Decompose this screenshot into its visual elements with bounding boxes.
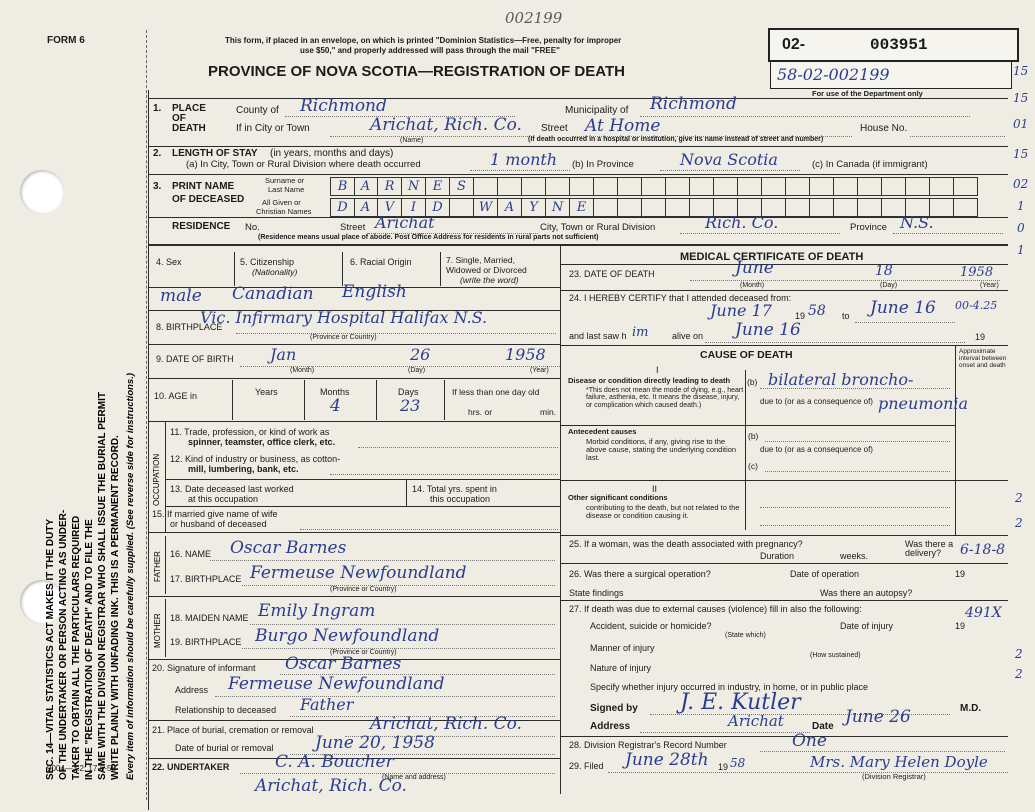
signed-by-label: Signed by <box>590 703 638 714</box>
letter-box <box>594 177 618 196</box>
roman-two: II <box>652 484 658 494</box>
attended-year: 58 <box>808 303 826 319</box>
registration-number-box <box>768 28 1019 62</box>
undertaker-value: C. A. Boucher <box>275 752 394 772</box>
burial-date-label: Date of burial or removal <box>175 743 274 753</box>
letter-box: E <box>426 177 450 196</box>
street-label: Street <box>541 123 568 134</box>
q2-number: 2. <box>153 148 162 159</box>
margin-code: 2 <box>1015 491 1023 505</box>
given-label: Christian Names <box>256 207 312 216</box>
name-caption: (Name) <box>400 137 424 144</box>
letter-box <box>906 177 930 196</box>
q13-label: at this occupation <box>188 494 259 504</box>
informant-signature-value: Oscar Barnes <box>285 654 402 674</box>
last-saw-label: and last saw h <box>569 331 627 341</box>
day-caption: (Day) <box>880 282 898 289</box>
letter-box: I <box>402 198 426 217</box>
delivery-label: Was there a delivery? <box>905 539 954 559</box>
accident-label: Accident, suicide or homicide? <box>590 621 712 631</box>
stamp-number: 002199 <box>505 9 563 27</box>
mother-birthplace-value: Burgo Newfoundland <box>255 626 440 646</box>
q11-label: 11. Trade, profession, or kind of work as <box>170 427 330 437</box>
citizenship-label: (Nationality) <box>252 267 298 277</box>
q26-label: 26. Was there a surgical operation? <box>569 569 711 579</box>
reg-prefix: 02- <box>782 36 806 53</box>
residence-street-label: Street <box>340 222 366 233</box>
father-side-label: FATHER <box>153 551 162 582</box>
father-name-value: Oscar Barnes <box>230 538 347 558</box>
letter-box <box>450 198 474 217</box>
q13-label: 13. Date deceased last worked <box>170 484 294 494</box>
mother-maiden-label: 18. MAIDEN NAME <box>170 613 249 623</box>
margin-code: 15 <box>1013 91 1029 105</box>
q1-label: PLACE <box>172 103 206 114</box>
cause-b-label: (b) <box>748 431 759 441</box>
residence-city-label: City, Town or Rural Division <box>540 222 656 233</box>
roman-one: I <box>656 365 659 375</box>
dob-day: 26 <box>410 345 431 364</box>
other-conditions-description: contributing to the death, but not related to the disease or condition causing it. <box>586 503 740 520</box>
handwritten-reg-box <box>770 61 1012 89</box>
q3-label: OF DECEASED <box>172 194 245 205</box>
disease-label: Disease or condition directly leading to death <box>568 376 731 385</box>
q3-number: 3. <box>153 181 162 192</box>
q1-number: 1. <box>153 103 162 114</box>
father-name-label: 16. NAME <box>170 549 212 559</box>
q29-label: 29. Filed <box>569 761 604 771</box>
undertaker-caption: (Name and address) <box>382 774 446 781</box>
to-label: to <box>842 311 850 321</box>
letter-box <box>570 177 594 196</box>
q14-label: this occupation <box>430 494 491 504</box>
q23-label: 23. DATE OF DEATH <box>569 269 655 279</box>
weeks-label: weeks. <box>840 551 869 561</box>
q28-label: 28. Division Registrar's Record Number <box>569 740 727 750</box>
county-label: County of <box>236 105 279 116</box>
alive-on-value: June 16 <box>735 320 801 340</box>
burial-date-value: June 20, 1958 <box>315 733 435 753</box>
mother-maiden-value: Emily Ingram <box>258 601 376 621</box>
residence-street-value: Arichat <box>375 213 435 232</box>
due-to-label: due to (or as a consequence of) <box>760 445 873 454</box>
city-value: Arichat, Rich. Co. <box>370 115 522 135</box>
stay-canada-label: (c) In Canada (if immigrant) <box>812 159 928 170</box>
age-years-label: Years <box>255 387 278 397</box>
sex-label: 4. Sex <box>156 257 182 267</box>
residence-note: (Residence means usual place of abode. Post Office Address for residents in rural parts not sufficient) <box>258 234 599 241</box>
year-caption: (Year) <box>980 282 999 289</box>
md-label: M.D. <box>960 703 982 714</box>
city-label: If in City or Town <box>236 123 310 134</box>
disease-description: *This does not mean the mode of dying, e.g., heart failure, asthenia, etc. It means the disease, injury, or complication which caused death.) <box>586 387 744 409</box>
min-label: min. <box>540 407 557 417</box>
occupation-side-label: OCCUPATION <box>152 453 161 506</box>
dob-month: Jan <box>270 345 297 364</box>
q11-label: spinner, teamster, office clerk, etc. <box>188 437 336 447</box>
q2-label: LENGTH OF STAY <box>172 148 258 159</box>
specify-label: Specify whether injury occurred in industry, in home, or in public place <box>590 682 868 692</box>
date-operation-label: Date of operation <box>790 569 860 579</box>
burial-place-label: 21. Place of burial, cremation or removal <box>152 725 314 735</box>
letter-box: N <box>546 198 570 217</box>
nineteen-label: 19 <box>955 569 966 579</box>
medical-title: MEDICAL CERTIFICATE OF DEATH <box>680 251 864 263</box>
street-value: At Home <box>585 116 661 136</box>
physician-signature: J. E. Kutler <box>680 690 801 715</box>
state-findings-label: State findings <box>569 588 624 598</box>
cause-a-label: (b) <box>747 377 758 387</box>
letter-box <box>666 177 690 196</box>
day-caption: (Day) <box>408 367 426 374</box>
marital-label: (write the word) <box>460 275 519 285</box>
antecedent-description: Morbid conditions, if any, giving rise to the above cause, stating the underlying condition last. <box>586 437 737 462</box>
margin-code: 2 <box>1015 516 1023 530</box>
attended-from: June 17 <box>710 301 772 320</box>
reg-number: 003951 <box>870 36 928 54</box>
sidebar-line: TAKER TO OBTAIN ALL THE PARTICULARS REQUIRED <box>71 515 82 780</box>
less-than-day-label: If less than one day old <box>452 387 540 397</box>
q24-label: 24. I HEREBY CERTIFY that I attended deceased from: <box>569 293 792 303</box>
dob-label: 9. DATE OF BIRTH <box>156 354 234 364</box>
physician-date-label: Date <box>812 721 834 732</box>
letter-box <box>642 198 666 217</box>
margin-code: 15 <box>1013 64 1029 78</box>
age-months-label: Months <box>320 387 350 397</box>
notice-line-2: use $50," and properly addressed will pass through the mail "FREE" <box>300 46 560 55</box>
q12-label: 12. Kind of industry or business, as cotton- <box>170 454 341 464</box>
sidebar-line: IN THE "REGISTRATION OF DEATH" AND TO FILE THE <box>84 519 95 780</box>
letter-box <box>858 177 882 196</box>
letter-box: D <box>330 198 355 217</box>
father-birthplace-value: Fermeuse Newfoundland <box>250 563 467 583</box>
delivery-value: 6-18-8 <box>960 542 1006 558</box>
cause-a-value: bilateral broncho- <box>768 370 914 389</box>
age-days-value: 23 <box>400 396 421 415</box>
undertaker-label: 22. UNDERTAKER <box>152 762 230 772</box>
given-label: All Given or <box>262 198 301 207</box>
manner-label: Manner of injury <box>590 643 655 653</box>
burial-place-value: Arichat, Rich. Co. <box>370 714 522 734</box>
hospital-note: (If death occurred in a hospital or institution, give its name instead of street and number) <box>528 136 824 143</box>
stay-city-value: 1 month <box>490 150 558 169</box>
month-caption: (Month) <box>290 367 315 374</box>
q14-label: 14. Total yrs. spent in <box>412 484 497 494</box>
attended-to: June 16 <box>870 298 936 318</box>
father-birthplace-caption: (Province or Country) <box>330 586 397 593</box>
letter-box: A <box>354 198 378 217</box>
nature-label: Nature of injury <box>590 663 652 673</box>
margin-code: 1 <box>1017 243 1025 257</box>
stay-province-value: Nova Scotia <box>680 150 778 169</box>
age-label: 10. AGE in <box>154 391 198 401</box>
informant-signature-label: 20. Signature of informant <box>152 663 256 673</box>
letter-box <box>930 177 954 196</box>
surname-label: Surname or <box>265 176 305 185</box>
letter-box <box>666 198 690 217</box>
q27-label: 27. If death was due to external causes (violence) fill in also the following: <box>569 604 862 614</box>
mother-birthplace-label: 19. BIRTHPLACE <box>170 637 242 647</box>
nineteen-label: 19 <box>795 311 806 321</box>
q25-label: 25. If a woman, was the death associated with pregnancy? <box>569 539 803 549</box>
sidebar-line: Every item of information should be carefully supplied. (See reverse side for instructions.) <box>125 372 136 780</box>
dept-use-label: For use of the Department only <box>812 89 923 98</box>
letter-box <box>786 198 810 217</box>
duration-label: Duration <box>760 551 795 561</box>
father-birthplace-label: 17. BIRTHPLACE <box>170 574 242 584</box>
q2-suffix: (in years, months and days) <box>270 148 394 159</box>
relationship-value: Father <box>300 695 354 714</box>
sex-value: male <box>160 286 202 306</box>
letter-box <box>546 177 570 196</box>
citizenship-value: Canadian <box>232 284 314 304</box>
informant-address-label: Address <box>175 685 209 695</box>
letter-box <box>474 177 498 196</box>
letter-box <box>834 177 858 196</box>
letter-box: A <box>498 198 522 217</box>
letter-box: D <box>426 198 450 217</box>
antecedent-label: Antecedent causes <box>568 427 637 436</box>
margin-code: 02 <box>1013 177 1029 191</box>
letter-box <box>522 177 546 196</box>
nineteen-label: 19 <box>718 762 729 772</box>
letter-box: S <box>450 177 474 196</box>
autopsy-label: Was there an autopsy? <box>820 588 913 598</box>
marital-label: Widowed or Divorced <box>446 265 527 275</box>
q12-label: mill, lumbering, bank, etc. <box>188 464 299 474</box>
letter-box <box>738 177 762 196</box>
letter-box: Y <box>522 198 546 217</box>
birthplace-value: Vic. Infirmary Hospital Halifax N.S. <box>200 308 488 327</box>
attended-time: 00-4.25 <box>955 299 998 312</box>
margin-code: 2 <box>1015 647 1023 661</box>
sidebar-line: SEC. 14—VITAL STATISTICS ACT MAKES IT THE DUTY <box>45 518 56 780</box>
interval-label: Approximate interval between onset and death <box>959 348 1007 370</box>
mother-birthplace-caption: (Province or Country) <box>330 649 397 656</box>
filed-date-value: June 28th <box>625 750 709 770</box>
letter-box: A <box>354 177 378 196</box>
age-months-value: 4 <box>330 396 341 416</box>
due-to-label: due to (or as a consequence of) <box>760 397 873 406</box>
margin-code: 01 <box>1013 117 1029 131</box>
month-caption: (Month) <box>740 282 765 289</box>
letter-box <box>810 177 834 196</box>
cause-c-label: (c) <box>748 461 758 471</box>
mother-side-label: MOTHER <box>153 613 162 648</box>
year-caption: (Year) <box>530 367 549 374</box>
stay-city-label: (a) In City, Town or Rural Division where death occurred <box>186 159 421 170</box>
residence-province-label: Province <box>850 222 887 233</box>
letter-box <box>786 177 810 196</box>
letter-box <box>618 198 642 217</box>
q3-label: PRINT NAME <box>172 181 235 192</box>
letter-box: V <box>378 198 402 217</box>
letter-box <box>642 177 666 196</box>
letter-box: B <box>330 177 355 196</box>
record-number-value: One <box>792 731 827 751</box>
house-label: House No. <box>860 123 908 134</box>
sidebar-line: SAME WITH THE DIVISION REGISTRAR WHO SHALL ISSUE THE BURIAL PERMIT <box>97 392 108 780</box>
letter-box: E <box>570 198 594 217</box>
letter-box: N <box>402 177 426 196</box>
surname-label: Last Name <box>268 185 305 194</box>
registrar-caption: (Division Registrar) <box>862 772 926 781</box>
stay-province-label: (b) In Province <box>572 159 634 170</box>
how-sustained-caption: (How sustained) <box>810 652 861 659</box>
death-month: June <box>735 258 774 278</box>
cause-title: CAUSE OF DEATH <box>700 349 793 361</box>
birthplace-caption: (Province or Country) <box>310 334 377 341</box>
margin-code: 2 <box>1015 667 1023 681</box>
q1-label: DEATH <box>172 123 206 134</box>
form-print-code: 9004—3.2: 17-6-55 <box>47 764 116 773</box>
form-title: PROVINCE OF NOVA SCOTIA—REGISTRATION OF DEATH <box>208 63 625 80</box>
death-year: 1958 <box>960 265 994 280</box>
death-day: 18 <box>875 263 893 279</box>
physician-address-label: Address <box>590 721 631 732</box>
margin-code: 1 <box>1017 199 1025 213</box>
age-days-label: Days <box>398 387 419 397</box>
letter-box <box>762 177 786 196</box>
letter-box <box>594 198 618 217</box>
last-saw-value: im <box>632 325 649 340</box>
other-conditions-label: Other significant conditions <box>568 493 668 502</box>
letter-box <box>714 177 738 196</box>
letter-box <box>882 177 906 196</box>
registrar-signature: Mrs. Mary Helen Doyle <box>810 753 988 771</box>
q15-label: 15. If married give name of wife <box>152 509 278 519</box>
nineteen-label: 19 <box>955 621 966 631</box>
residence-no-label: No. <box>245 222 260 233</box>
nineteen-label: 19 <box>975 332 986 342</box>
residence-province-value: N.S. <box>900 213 934 232</box>
municipality-value: Richmond <box>650 94 737 114</box>
sidebar-line: OF THE UNDERTAKER OR PERSON ACTING AS UNDER- <box>58 509 69 780</box>
margin-code: 491X <box>965 605 1002 621</box>
letter-box <box>810 198 834 217</box>
alive-on-label: alive on <box>672 331 704 341</box>
hrs-label: hrs. or <box>468 407 493 417</box>
q1-label: OF <box>172 113 186 124</box>
notice-line-1: This form, if placed in an envelope, on which is printed "Dominion Statistics—Free, penalty for improper <box>225 36 622 45</box>
reg-handwritten: 58-02-002199 <box>777 65 890 84</box>
county-value: Richmond <box>300 96 387 116</box>
relationship-label: Relationship to deceased <box>175 705 277 715</box>
birthplace-label: 8. BIRTHPLACE <box>156 322 223 332</box>
physician-address-value: Arichat <box>728 712 784 730</box>
informant-address-value: Fermeuse Newfoundland <box>228 674 445 694</box>
punch-hole-top <box>20 170 64 214</box>
cause-a2-value: pneumonia <box>878 394 969 413</box>
margin-code: 0 <box>1017 221 1025 235</box>
dob-year: 1958 <box>505 345 546 364</box>
letter-box <box>834 198 858 217</box>
marital-label: 7. Single, Married, <box>446 255 515 265</box>
physician-date-value: June 26 <box>845 707 911 727</box>
letter-box <box>954 177 978 196</box>
filed-year-value: 58 <box>730 756 746 770</box>
sidebar-line: WRITE PLAINLY WITH UNFADING INK. THIS IS A PERMANENT RECORD. <box>110 435 121 780</box>
municipality-label: Municipality of <box>565 105 629 116</box>
letter-box: R <box>378 177 402 196</box>
racial-label: 6. Racial Origin <box>350 257 412 267</box>
letter-box <box>954 198 978 217</box>
residence-label: RESIDENCE <box>172 221 231 232</box>
date-injury-label: Date of injury <box>840 621 894 631</box>
citizenship-label: 5. Citizenship <box>240 257 295 267</box>
state-which-caption: (State which) <box>725 632 766 639</box>
racial-value: English <box>342 282 407 302</box>
letter-box <box>858 198 882 217</box>
undertaker-address-value: Arichat, Rich. Co. <box>255 776 407 796</box>
q15-label: or husband of deceased <box>170 519 267 529</box>
letter-box <box>690 177 714 196</box>
letter-box: W <box>474 198 498 217</box>
form-number: FORM 6 <box>47 35 85 46</box>
residence-city-value: Rich. Co. <box>705 213 779 232</box>
letter-box <box>618 177 642 196</box>
margin-code: 15 <box>1013 147 1029 161</box>
letter-box <box>498 177 522 196</box>
